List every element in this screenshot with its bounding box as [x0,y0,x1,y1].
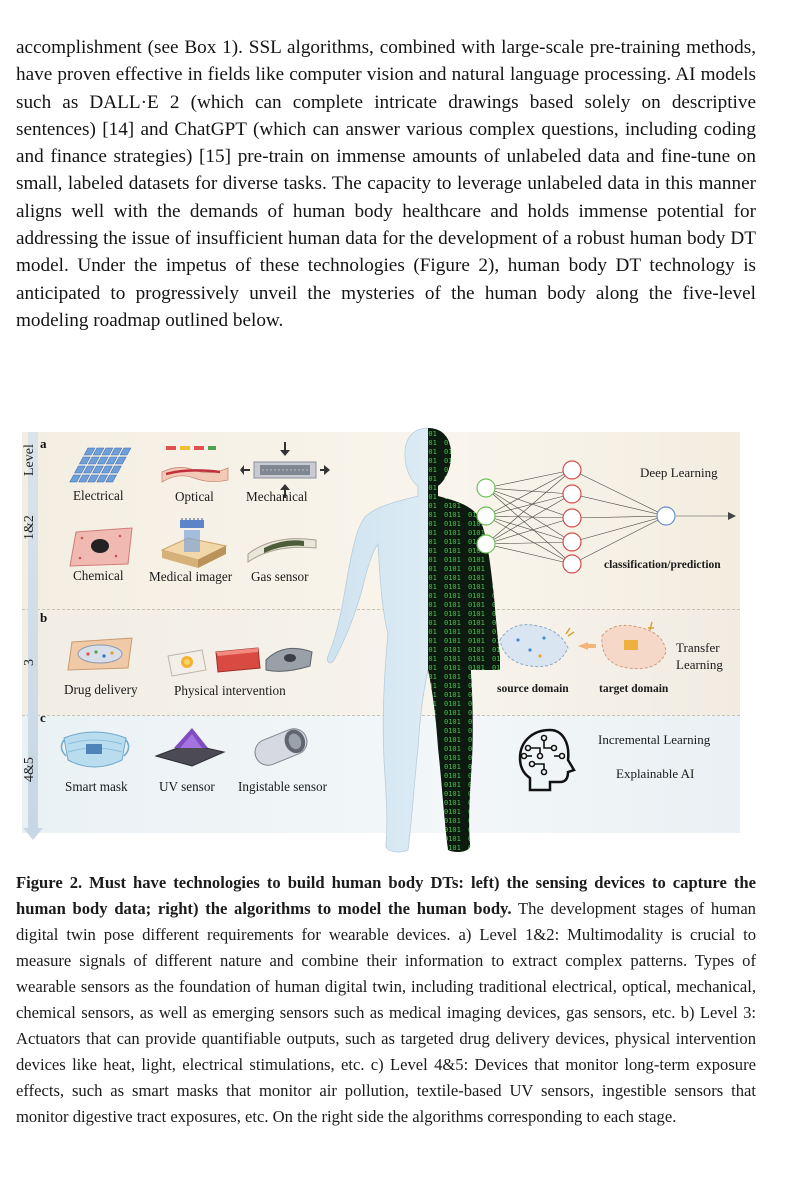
algo-incremental-learning: Incremental Learning [598,732,711,747]
device-label-mechanical: Mechanical [246,489,308,504]
source-domain-label: source domain [497,683,569,695]
device-label-ingestible-sensor: Ingistable sensor [238,779,327,794]
device-label-drug-delivery: Drug delivery [64,682,138,697]
intro-paragraph: accomplishment (see Box 1). SSL algorithms, combined with large-scale pre-training methods, have proven effective in fields like computer vision and natural language processing. AI models such as DALL·E 2 (which can complete intricate drawings based solely on descriptive sentences) [14] and ChatGPT (which can answer various complex questions, including coding and finance strategies) [15] pre-train on immense amounts of unlabeled data and fine-tune on small, labeled datasets for diverse tasks. The capacity to leverage unlabeled data in this manner aligns well with the demands of human body healthcare and holds immense potential for addressing the issue of insufficient human data for the development of a robust human body DT model. Under the impetus of these technologies (Figure 2), human body DT technology is anticipated to progressively unveil the mysteries of the human body along the five-level modeling roadmap outlined below. [16,37,756,331]
uv-sensor-icon [152,722,228,772]
figure-caption [16,870,756,1130]
device-label-uv-sensor: UV sensor [159,779,215,794]
algo-transfer-line2: Learning [676,657,723,672]
panel-letter-a: a [40,436,47,451]
device-label-smart-mask: Smart mask [65,779,128,794]
target-domain-label: target domain [599,683,669,695]
level-label-1-2: 1&2 [22,515,37,540]
device-label-gas-sensor: Gas sensor [251,569,309,584]
chemical-sensor-icon [66,524,138,570]
medical-imager-icon [158,516,230,572]
algo-deep-learning: Deep Learning [640,465,718,480]
caption-bold-text: Must have technologies to build human body DTs: left) the sensing devices to capture the human body data; right) the algorithms to model the human body. [16,873,756,918]
device-label-optical: Optical [175,489,214,504]
drug-delivery-icon [64,632,140,682]
caption-body-text: The development stages of human digital twin pose different requirements for wearable devices. a) Level 1&2: Multimodality is crucial to measure signals of different nature and combine their information to extract complex patterns. Types of wearable sensors as the foundation of human digital twin, including traditional electrical, optical, mechanical, chemical sensors, as well as emerging sensors such as medical imaging devices, gas sensors, etc. b) Level 3: Actuators that can provide quantifiable outputs, such as targeted drug delivery devices, physical intervention devices like heat, light, electrical stimulations, etc. c) Level 4&5: Devices that monitor long-term exposure effects, such as smart masks that monitor air pollution, textile-based UV sensors, ingestible sensors that monitor digestive tract exposures, etc. On the right side the algorithms corresponding to each stage. [16,899,756,1126]
algo-classification-prediction: classification/prediction [604,559,721,571]
algo-explainable-ai: Explainable AI [616,766,695,781]
caption-label: Figure 2. [16,873,83,892]
level-axis-title: Level [22,444,37,476]
electrical-sensor-icon [66,444,144,494]
level-label-4-5: 4&5 [22,757,37,782]
device-label-medical-imager: Medical imager [149,569,233,584]
smart-mask-icon [58,726,132,774]
physical-intervention-icon [166,636,316,680]
device-label-chemical: Chemical [73,568,124,583]
optical-sensor-icon [158,442,230,496]
algo-transfer-line1: Transfer [676,640,720,655]
device-label-electrical: Electrical [73,488,124,503]
panel-letter-b: b [40,610,48,625]
transfer-learning-diagram [494,616,674,678]
level-arrow-head [23,828,43,840]
panel-letter-c: c [40,710,46,725]
level-label-3: 3 [22,659,37,666]
figure-2 [0,420,786,865]
device-label-physical-intervention: Physical intervention [174,683,286,698]
ai-brain-icon [510,724,586,800]
